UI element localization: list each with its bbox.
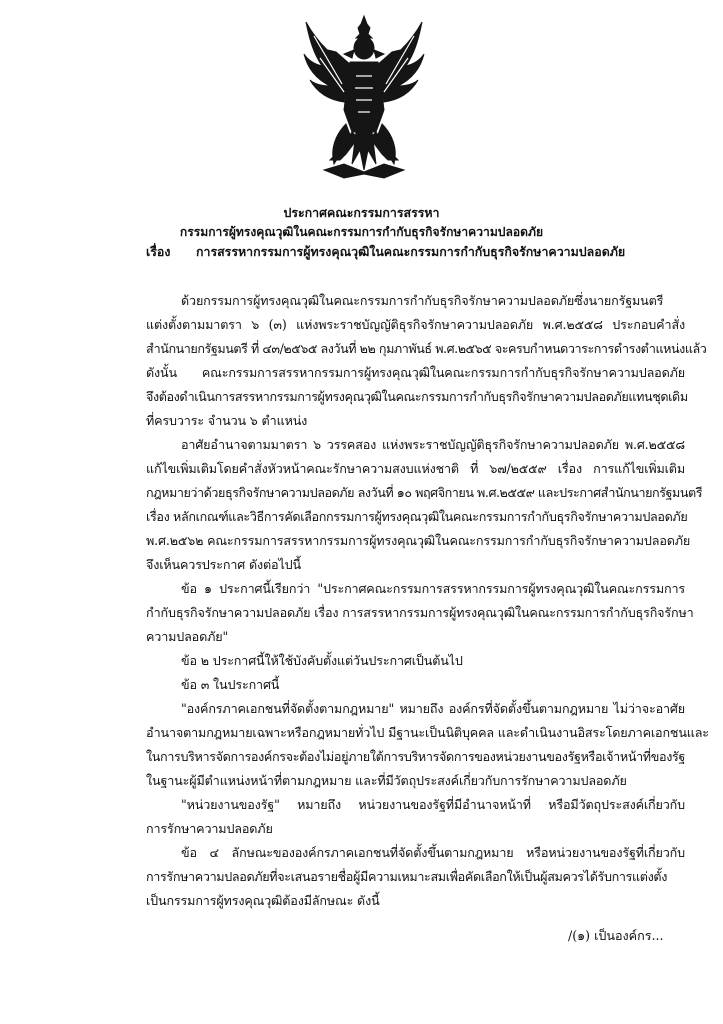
clause-2-line: ข้อ ๒ ประกาศนี้ให้ใช้บังคับตั้งแต่วันประกาศเป็นต้นไป (181, 653, 463, 668)
announcement-title: ประกาศคณะกรรมการสรรหา (283, 205, 440, 220)
garuda-emblem-icon (300, 14, 428, 186)
body-line: ที่ครบวาระ จำนวน ๖ ตำแหน่ง (146, 413, 308, 428)
announcement-subtitle: กรรมการผู้ทรงคุณวุฒิในคณะกรรมการกำกับธุรกิจรักษาความปลอดภัย (179, 225, 544, 239)
body-line: แต่งตั้งตามมาตรา ๖ (๓) แห่งพระราชบัญญัติธุรกิจรักษาความปลอดภัย พ.ศ.๒๕๕๘ ประกอบคำสั่ง (146, 317, 685, 332)
body-line: เป็นกรรมการผู้ทรงคุณวุฒิต้องมีลักษณะ ดังนี้ (146, 893, 380, 908)
definition-state-agency: "หน่วยงานของรัฐ" หมายถึง หน่วยงานของรัฐที่มีอำนาจหน้าที่ หรือมีวัตถุประสงค์เกี่ยวกับ (181, 797, 685, 812)
body-line: จึงต้องดำเนินการสรรหากรรมการผู้ทรงคุณวุฒิในคณะกรรมการกำกับธุรกิจรักษาความปลอดภัยแทนชุดเดิม (146, 389, 688, 404)
clause-1-line: ข้อ ๑ ประกาศนี้เรียกว่า "ประกาศคณะกรรมการสรรหากรรมการผู้ทรงคุณวุฒิในคณะกรรมการ (181, 581, 685, 596)
body-line: ในการบริหารจัดการองค์กรจะต้องไม่อยู่ภายใต้การบริหารจัดการของหน่วยงานของรัฐหรือเจ้าหน้าที่ของรัฐ (146, 749, 686, 764)
continuation-marker: /(๑) เป็นองค์กร... (568, 928, 664, 943)
body-line: จึงเห็นควรประกาศ ดังต่อไปนี้ (146, 557, 301, 572)
body-line: สำนักนายกรัฐมนตรี ที่ ๔๓/๒๕๖๕ ลงวันที่ ๒๒ กุมภาพันธ์ พ.ศ.๒๕๖๕ จะครบกำหนดวาระการดำรงตำแหน่งแล้ว (146, 341, 707, 356)
body-line: ความปลอดภัย" (146, 629, 229, 644)
body-line: ในฐานะผู้มีตำแหน่งหน้าที่ตามกฎหมาย และที่มีวัตถุประสงค์เกี่ยวกับการรักษาความปลอดภัย (146, 773, 627, 788)
body-line: ดังนั้น คณะกรรมการสรรหากรรมการผู้ทรงคุณวุฒิในคณะกรรมการกำกับธุรกิจรักษาความปลอดภัย (146, 365, 685, 380)
body-line: กำกับธุรกิจรักษาความปลอดภัย เรื่อง การสรรหากรรมการผู้ทรงคุณวุฒิในคณะกรรมการกำกับธุรกิจรักษา (146, 605, 694, 620)
definition-private-org: "องค์กรภาคเอกชนที่จัดตั้งตามกฎหมาย" หมายถึง องค์กรที่จัดตั้งขึ้นตามกฎหมาย ไม่ว่าจะอาศัย (181, 701, 685, 716)
body-line: ด้วยกรรมการผู้ทรงคุณวุฒิในคณะกรรมการกำกับธุรกิจรักษาความปลอดภัยซึ่งนายกรัฐมนตรี (181, 293, 664, 308)
body-line: กฎหมายว่าด้วยธุรกิจรักษาความปลอดภัย ลงวันที่ ๑๐ พฤศจิกายน พ.ศ.๒๕๕๙ และประกาศสำนักนายกรัฐมนตรี (146, 485, 703, 500)
body-line: อำนาจตามกฎหมายเฉพาะหรือกฎหมายทั่วไป มีฐานะเป็นนิติบุคคล และดำเนินงานอิสระโดยภาคเอกชนและ (146, 725, 709, 740)
clause-3-line: ข้อ ๓ ในประกาศนี้ (181, 677, 280, 692)
clause-4-line: ข้อ ๔ ลักษณะขององค์กรภาคเอกชนที่จัดตั้งขึ้นตามกฎหมาย หรือหน่วยงานของรัฐที่เกี่ยวกับ (181, 845, 685, 860)
subject-text: การสรรหากรรมการผู้ทรงคุณวุฒิในคณะกรรมการกำกับธุรกิจรักษาความปลอดภัย (196, 244, 626, 259)
body-line: แก้ไขเพิ่มเติมโดยคำสั่งหัวหน้าคณะรักษาความสงบแห่งชาติ ที่ ๖๗/๒๕๕๙ เรื่อง การแก้ไขเพิ่มเติม (146, 461, 685, 476)
subject-label: เรื่อง (146, 244, 171, 259)
body-line: เรื่อง หลักเกณฑ์และวิธีการคัดเลือกกรรมการผู้ทรงคุณวุฒิในคณะกรรมการกำกับธุรกิจรักษาความปลอดภัย (146, 509, 688, 524)
body-line: พ.ศ.๒๕๖๒ คณะกรรมการสรรหากรรมการผู้ทรงคุณวุฒิในคณะกรรมการกำกับธุรกิจรักษาความปลอดภัย (146, 533, 691, 548)
body-line: อาศัยอำนาจตามมาตรา ๖ วรรคสอง แห่งพระราชบัญญัติธุรกิจรักษาความปลอดภัย พ.ศ.๒๕๕๘ (181, 437, 685, 452)
body-line: การรักษาความปลอดภัย (146, 821, 273, 836)
body-line: การรักษาความปลอดภัยที่จะเสนอรายชื่อผู้มีความเหมาะสมเพื่อคัดเลือกให้เป็นผู้สมควรได้รับการแต่งตั้ง (146, 869, 668, 884)
